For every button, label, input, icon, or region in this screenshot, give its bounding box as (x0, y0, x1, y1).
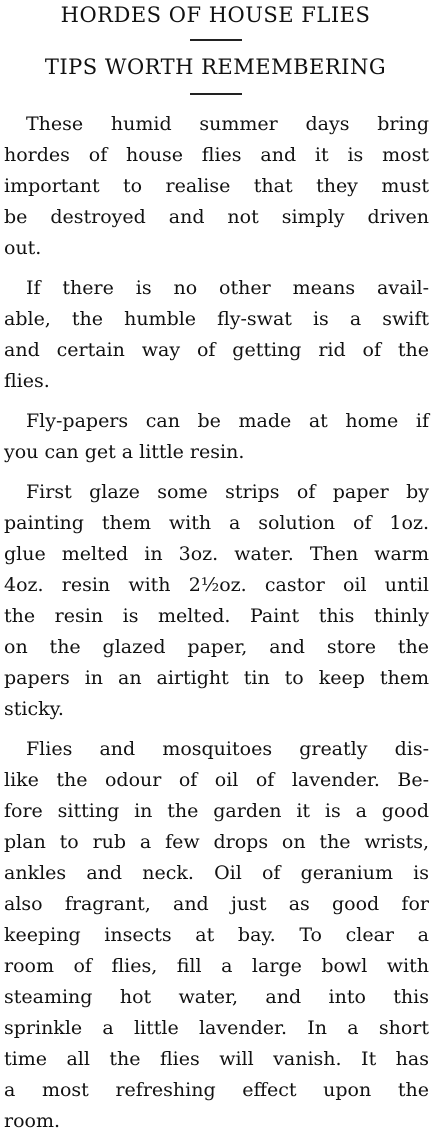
article-paragraph (4, 477, 429, 725)
paragraph-line: hordes of house flies and it is most (4, 144, 429, 166)
paragraph-line: painting them with a solution of 1oz. (4, 512, 429, 534)
paragraph-line: flies. (4, 370, 50, 392)
paragraph-line: 4oz. resin with 2½oz. castor oil until (4, 574, 429, 596)
paragraph-line: like the odour of oil of lavender. Be- (4, 769, 429, 791)
article-paragraph (4, 406, 429, 468)
paragraph-line: time all the flies will vanish. It has (4, 1048, 429, 1070)
paragraph-line: fore sitting in the garden it is a good (4, 800, 429, 822)
paragraph-line: Flies and mosquitoes greatly dis- (26, 738, 429, 760)
paragraph-line: These humid summer days bring (26, 113, 429, 135)
paragraph-line: able, the humble fly-swat is a swift (4, 308, 429, 330)
paragraph-line: be destroyed and not simply driven (4, 206, 429, 228)
paragraph-line: on the glazed paper, and store the (4, 636, 429, 658)
headline-divider (190, 39, 242, 41)
paragraph-line: room. (4, 1110, 61, 1132)
paragraph-line: room of flies, fill a large bowl with (4, 955, 429, 977)
article-paragraph (4, 109, 429, 264)
paragraph-line: glue melted in 3oz. water. Then warm (4, 543, 429, 565)
paragraph-line: and certain way of getting rid of the (4, 339, 429, 361)
paragraph-line: also fragrant, and just as good for (4, 893, 429, 915)
headline: HORDES OF HOUSE FLIES (60, 3, 371, 27)
paragraph-line: First glaze some strips of paper by (26, 481, 429, 503)
paragraph-line: sprinkle a little lavender. In a short (4, 1017, 429, 1039)
paragraph-line: out. (4, 237, 42, 259)
paragraph-line: you can get a little resin. (4, 441, 245, 463)
paragraph-line: papers in an airtight tin to keep them (4, 667, 429, 689)
paragraph-line: important to realise that they must (4, 175, 429, 197)
paragraph-line: keeping insects at bay. To clear a (4, 924, 429, 946)
subheadline-divider (190, 93, 242, 95)
paragraph-line: ankles and neck. Oil of geranium is (4, 862, 429, 884)
paragraph-line: a most refreshing effect upon the (4, 1079, 429, 1101)
paragraph-line: the resin is melted. Paint this thinly (4, 605, 429, 627)
paragraph-line: sticky. (4, 698, 64, 720)
article-body (0, 109, 431, 1137)
paragraph-line: Fly-papers can be made at home if (26, 410, 429, 432)
article-paragraph (4, 273, 429, 397)
paragraph-line: If there is no other means avail- (26, 277, 429, 299)
subheadline: TIPS WORTH REMEMBERING (44, 55, 387, 79)
paragraph-line: plan to rub a few drops on the wrists, (4, 831, 429, 853)
paragraph-line: steaming hot water, and into this (4, 986, 429, 1008)
article-paragraph (4, 734, 429, 1137)
